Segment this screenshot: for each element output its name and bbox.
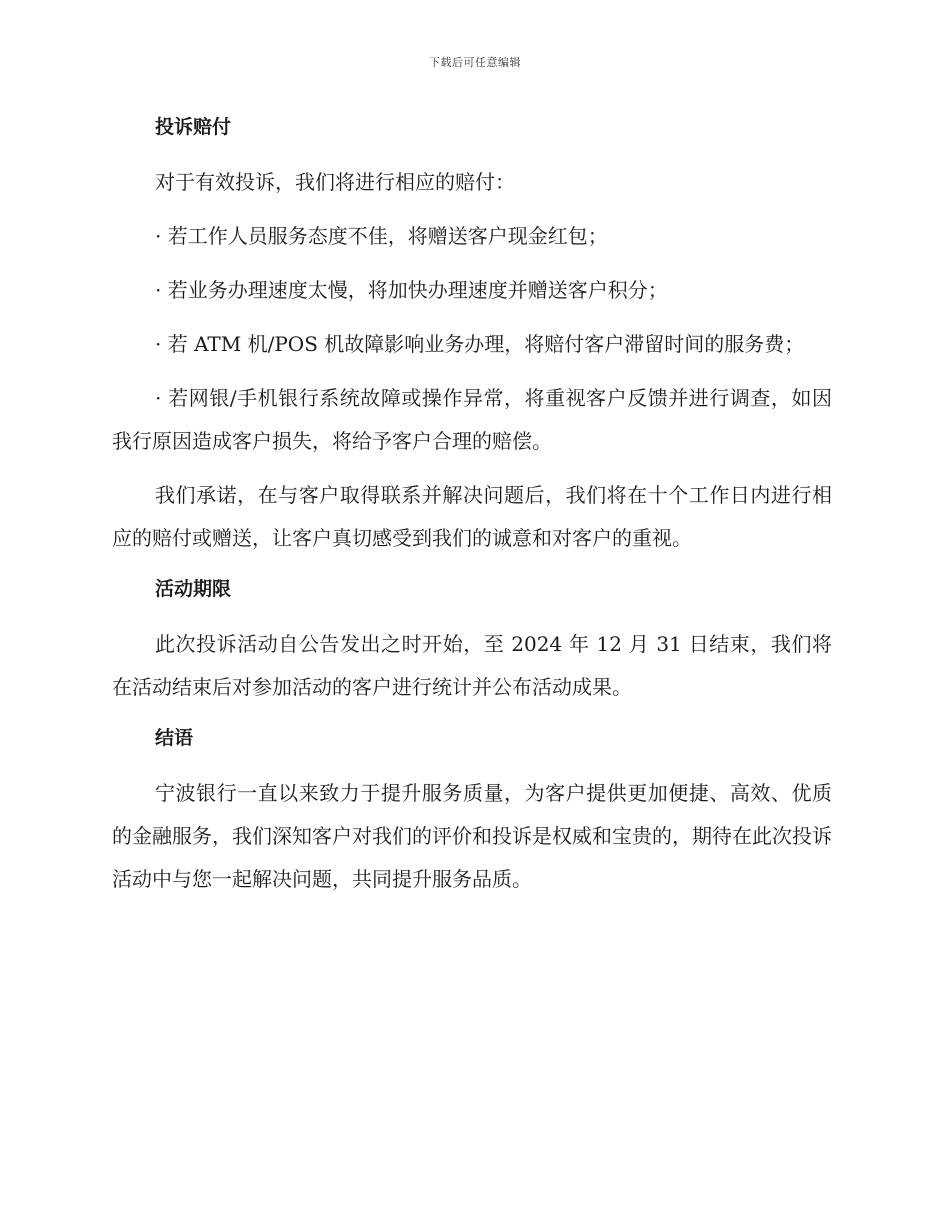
section-conclusion (112, 720, 832, 901)
paragraph: 宁波银行一直以来致力于提升服务质量，为客户提供更加便捷、高效、优质的金融服务，我们深知客户对我们的评价和投诉是权威和宝贵的，期待在此次投诉活动中与您一起解决问题，共同提升服务品质。 (112, 781, 832, 891)
bullet-item: · 若业务办理速度太慢，将加快办理速度并赠送客户积分； (155, 278, 668, 302)
paragraph: 此次投诉活动自公告发出之时开始，至 2024 年 12 月 31 日结束，我们将在活动结束后对参加活动的客户进行统计并公布活动成果。 (112, 632, 832, 699)
section-activity-period (112, 571, 832, 709)
page-header: 下载后可任意编辑 (429, 56, 521, 69)
section-heading: 结语 (155, 727, 194, 749)
section-heading: 投诉赔付 (155, 116, 232, 138)
paragraph: 对于有效投诉，我们将进行相应的赔付： (155, 170, 515, 194)
bullet-item: · 若 ATM 机/POS 机故障影响业务办理，将赔付客户滞留时间的服务费； (155, 332, 805, 356)
bullet-item: · 若网银/手机银行系统故障或操作异常，将重视客户反馈并进行调查，如因我行原因造成客户损失，将给予客户合理的赔偿。 (112, 386, 832, 453)
document-body (112, 109, 832, 912)
bullet-item: · 若工作人员服务态度不佳，将赠送客户现金红包； (155, 224, 608, 248)
paragraph: 我们承诺，在与客户取得联系并解决问题后，我们将在十个工作日内进行相应的赔付或赠送，让客户真切感受到我们的诚意和对客户的重视。 (112, 483, 832, 550)
section-heading: 活动期限 (155, 578, 232, 600)
section-compensation (112, 109, 832, 560)
